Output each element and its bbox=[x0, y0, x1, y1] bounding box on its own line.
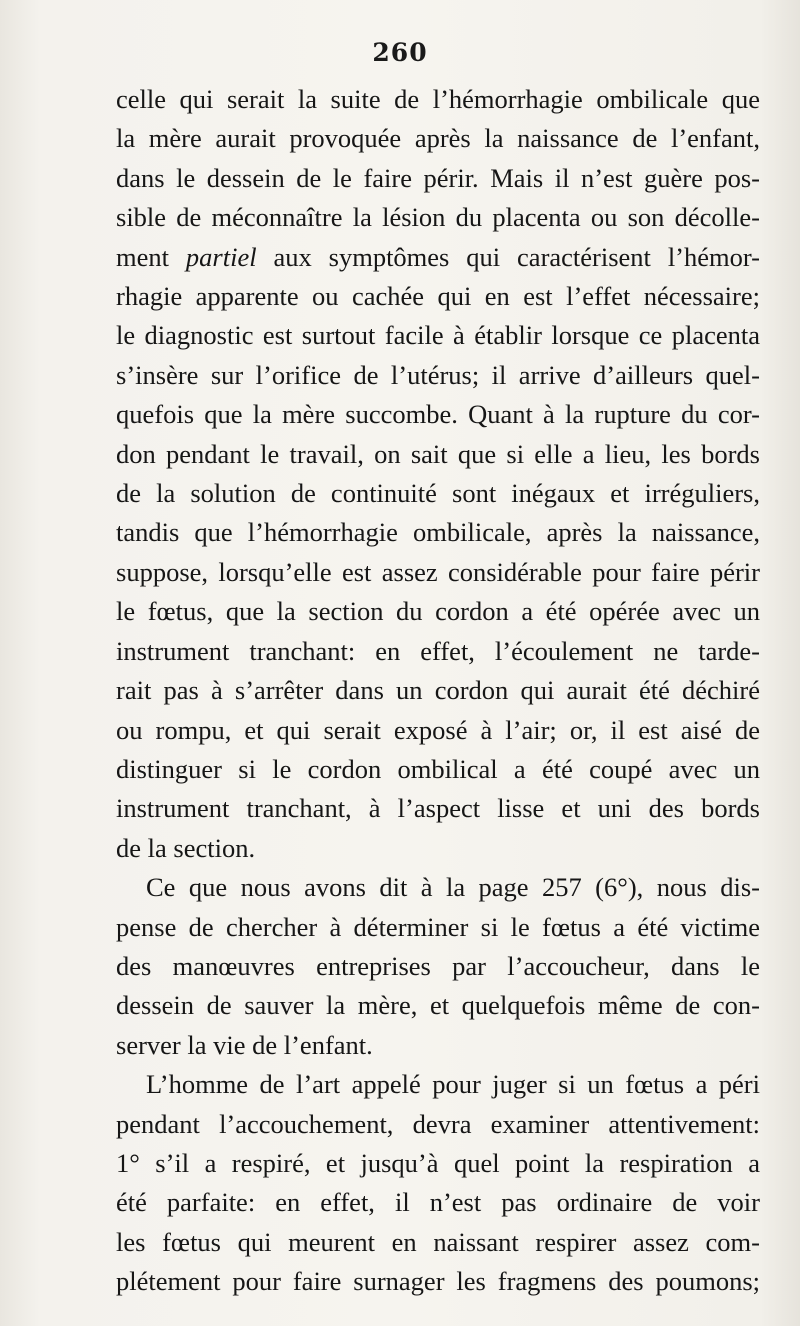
text-line: quefois que la mère succombe. Quant à la rupture du cor- bbox=[116, 399, 760, 430]
italic-word: partiel bbox=[185, 241, 257, 272]
text-line: pense de chercher à déterminer si le fœtus a été victime bbox=[116, 911, 760, 942]
text-line: 1° s’il a respiré, et jusqu’à quel point la respiration a bbox=[116, 1147, 760, 1178]
text-line: celle qui serait la suite de l’hémorrhagie ombilicale que bbox=[116, 84, 760, 114]
page-number: 260 bbox=[372, 38, 428, 67]
text-line: rait pas à s’arrêter dans un cordon qui aurait été déchiré bbox=[116, 675, 760, 706]
text-line: la mère aurait provoquée après la naissance de l’enfant, bbox=[116, 123, 760, 154]
text-line: Ce que nous avons dit à la page 257 (6°), nous dis- bbox=[146, 872, 760, 903]
text-line: de la section. bbox=[116, 832, 256, 863]
text-line: le diagnostic est surtout facile à établir lorsque ce placenta bbox=[116, 320, 760, 351]
text-line: L’homme de l’art appelé pour juger si un fœtus a péri bbox=[146, 1069, 760, 1100]
text-line: instrument tranchant, à l’aspect lisse et uni des bords bbox=[116, 793, 760, 824]
text-line: pendant l’accouchement, devra examiner attentivement: bbox=[116, 1108, 760, 1139]
text-line: ment partiel aux symptômes qui caractérisent l’hémor- bbox=[116, 241, 760, 272]
text-line: sible de méconnaître la lésion du placenta ou son décolle- bbox=[116, 202, 760, 233]
text-line: s’insère sur l’orifice de l’utérus; il arrive d’ailleurs quel- bbox=[116, 359, 760, 390]
paragraph-2 bbox=[116, 868, 760, 1065]
text-line: plétement pour faire surnager les fragmens des poumons; bbox=[116, 1266, 760, 1297]
text-line: dans le dessein de le faire périr. Mais il n’est guère pos- bbox=[116, 162, 760, 193]
text-line: don pendant le travail, on sait que si elle a lieu, les bords bbox=[116, 438, 760, 469]
text-line: suppose, lorsqu’elle est assez considérable pour faire périr bbox=[116, 556, 760, 587]
text-line: dessein de sauver la mère, et quelquefois même de con- bbox=[116, 990, 760, 1021]
text-line: server la vie de l’enfant. bbox=[116, 1029, 373, 1060]
text-line: des manœuvres entreprises par l’accoucheur, dans le bbox=[116, 950, 760, 981]
paragraph-3 bbox=[116, 1065, 760, 1301]
text-line: tandis que l’hémorrhagie ombilicale, après la naissance, bbox=[116, 517, 760, 548]
text-line: été parfaite: en effet, il n’est pas ordinaire de voir bbox=[116, 1187, 760, 1218]
text-line: les fœtus qui meurent en naissant respirer assez com- bbox=[116, 1226, 760, 1257]
body-text bbox=[116, 80, 760, 1302]
text-line: le fœtus, que la section du cordon a été opérée avec un bbox=[116, 596, 760, 627]
text-line: instrument tranchant: en effet, l’écoulement ne tarde- bbox=[116, 635, 760, 666]
text-line: rhagie apparente ou cachée qui en est l’effet nécessaire; bbox=[116, 281, 760, 312]
text-line: de la solution de continuité sont inégaux et irréguliers, bbox=[116, 478, 760, 509]
text-line: distinguer si le cordon ombilical a été coupé avec un bbox=[116, 753, 760, 784]
paragraph-1 bbox=[116, 80, 760, 868]
text-line: ou rompu, et qui serait exposé à l’air; or, il est aisé de bbox=[116, 714, 760, 745]
